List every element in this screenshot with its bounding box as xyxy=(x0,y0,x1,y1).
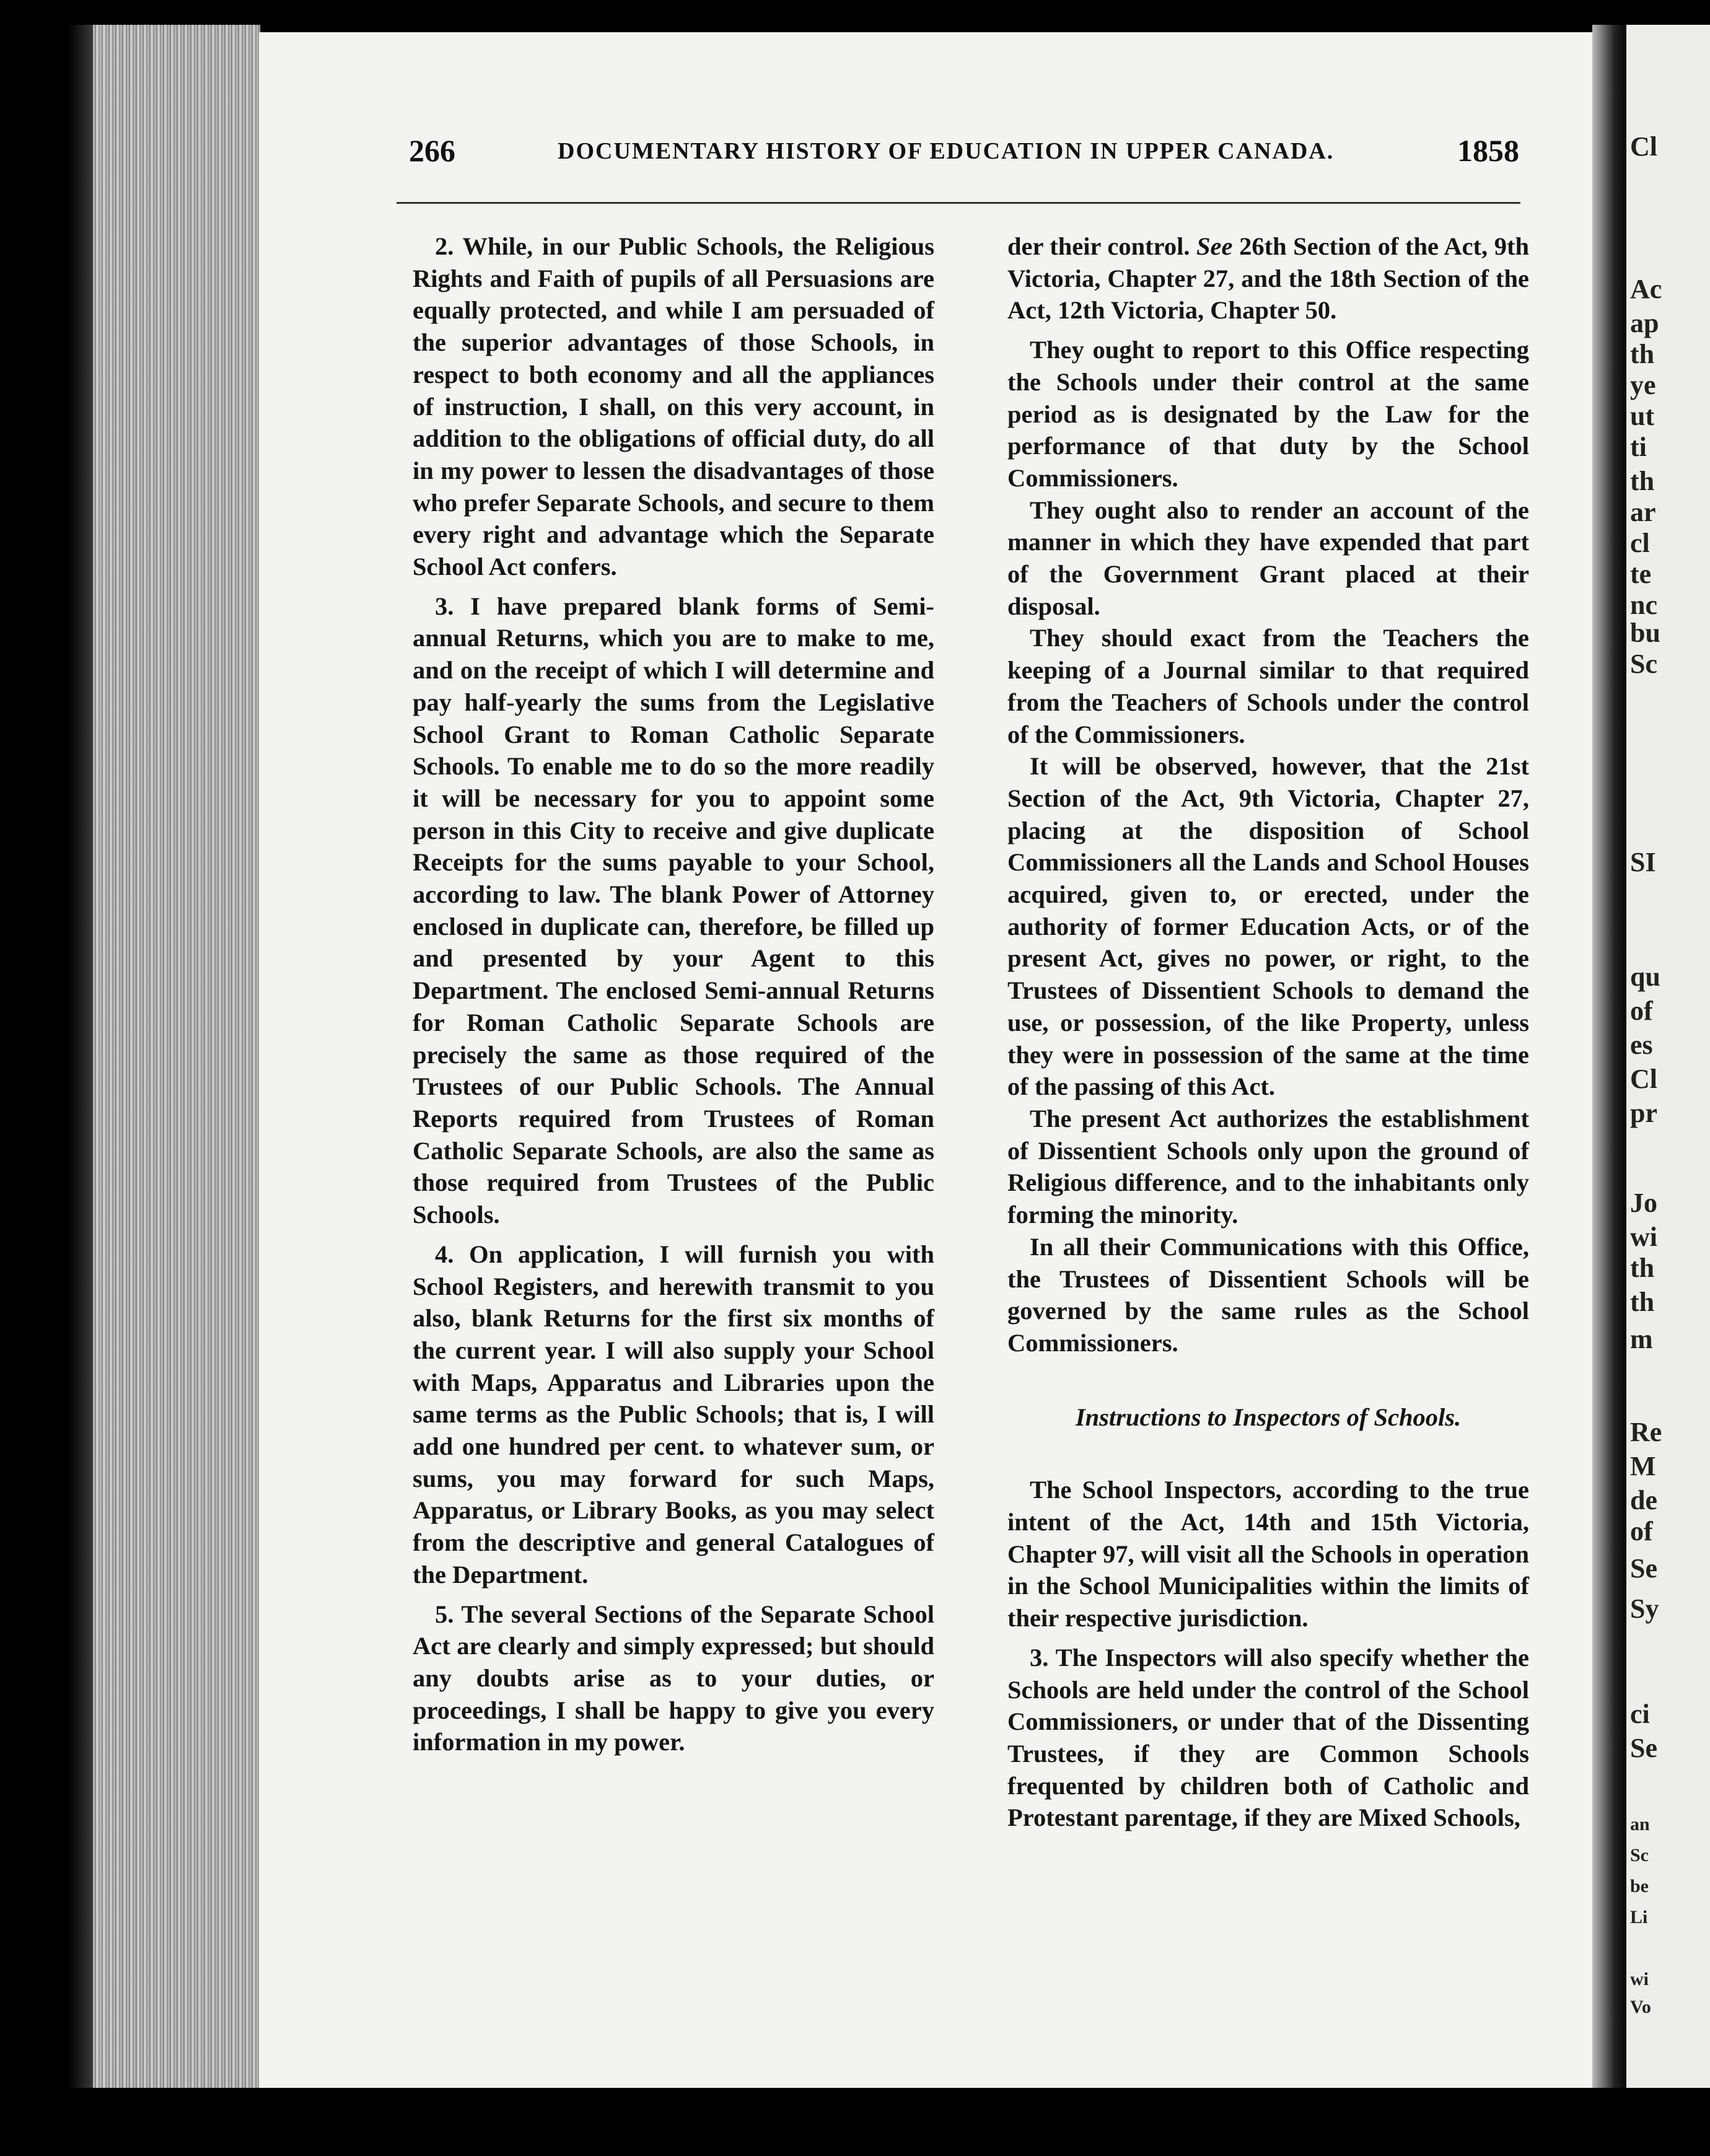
continuation-text: 26th Section of the Act, 9th Victoria, Chapter 27, and the 18th Section of the Act, 12th Victoria, Chapter 50. xyxy=(1007,232,1529,325)
facing-page-text-fragment: qu xyxy=(1630,962,1660,992)
header-rule xyxy=(397,202,1520,204)
facing-page-text-fragment: of xyxy=(1630,1516,1653,1546)
facing-page-text-fragment: pr xyxy=(1630,1098,1657,1128)
facing-page-text-fragment: Cl xyxy=(1630,131,1657,162)
paragraph: 5. The several Sections of the Separate School Act are clearly and simply expressed; but should any doubts arise as to your duties, or proceedings, I shall be happy to give you every information in my power. xyxy=(413,1600,934,1756)
continuation-italic: See xyxy=(1196,232,1233,260)
facing-page-text-fragment: Ac xyxy=(1630,274,1662,304)
page-edge-stack xyxy=(93,25,260,2088)
facing-page-text-fragment: wi xyxy=(1630,1222,1657,1252)
facing-page-text-fragment: be xyxy=(1630,1876,1649,1896)
facing-page-text-fragment: Se xyxy=(1630,1733,1657,1763)
facing-page-text-fragment: nc xyxy=(1630,590,1657,620)
facing-page-text-fragment: SI xyxy=(1630,847,1656,877)
paragraph: They should exact from the Teachers the keeping of a Journal similar to that required from the Teachers of Schools under the control of the Commissioners. xyxy=(1007,624,1529,748)
facing-page-text-fragment: ci xyxy=(1630,1699,1650,1729)
facing-page-text-fragment: of xyxy=(1630,996,1653,1026)
facing-page-text-fragment: Jo xyxy=(1630,1188,1657,1218)
paragraph: 3. I have prepared blank forms of Semi-annual Returns, which you are to make to me, and on the receipt of which I will determine and pay half-yearly the sums from the Legislative School Grant to Roman Catholic Separate Schools. To enable me to do so the more readily it will be necessary for you to appoint some person in this City to receive and give duplicate Receipts for the sums payable to your School, according to law. The blank Power of Attorney enclosed in duplicate can, therefore, be filled up and presented by your Agent to this Department. The enclosed Semi-annual Returns for Roman Catholic Separate Schools are precisely the same as those required of the Trustees of our Public Schools. The Annual Reports required from Trustees of Roman Catholic Separate Schools, are also the same as those required from Trustees of the Public Schools. xyxy=(413,592,934,1229)
facing-page-text-fragment: ye xyxy=(1630,370,1656,400)
paragraph: The present Act authorizes the establishment of Dissentient Schools only upon the ground of Religious difference, and to the inhabitants only forming the minority. xyxy=(1007,1104,1529,1229)
facing-page-text-fragment: Vo xyxy=(1630,1997,1651,2017)
paragraph: The School Inspectors, according to the true intent of the Act, 14th and 15th Victoria, Chapter 97, will visit all the Schools in operation in the School Municipalities within the limits of their respective jurisdiction. xyxy=(1007,1476,1529,1632)
page-number: 266 xyxy=(409,133,455,168)
facing-page-text-fragment: cl xyxy=(1630,528,1650,558)
facing-page-text-fragment: M xyxy=(1630,1451,1656,1481)
continued-paragraph xyxy=(1007,230,1529,326)
facing-page-text-fragment: ti xyxy=(1630,432,1647,462)
continuation-text: der their control. xyxy=(1007,232,1197,260)
facing-page-text-fragment: Sc xyxy=(1630,649,1657,679)
facing-page-text-fragment: wi xyxy=(1630,1969,1649,1989)
paragraph: In all their Communications with this Office, the Trustees of Dissentient Schools will be governed by the same rules as the School Commissioners. xyxy=(1007,1232,1529,1357)
facing-page-text-fragment: Sc xyxy=(1630,1845,1649,1865)
running-title: DOCUMENTARY HISTORY OF EDUCATION IN UPPER CANADA. xyxy=(558,138,1335,164)
facing-page-text-fragment: Se xyxy=(1630,1553,1657,1584)
facing-page-text-fragment: es xyxy=(1630,1030,1653,1060)
facing-page-text-fragment: de xyxy=(1630,1485,1657,1515)
facing-page-text-fragment: th xyxy=(1630,466,1655,496)
facing-page-text-fragment: th xyxy=(1630,1253,1655,1283)
left-column xyxy=(413,230,934,1758)
paragraph: 2. While, in our Public Schools, the Religious Rights and Faith of pupils of all Persuasions are equally protected, and while I am persuaded of the superior advantages of those Schools, in respect to both economy and all the appliances of instruction, I shall, on this very account, in addition to the obligations of official duty, do all in my power to lessen the disadvantages of those who prefer Separate Schools, and secure to them every right and advantage which the Separate School Act confers. xyxy=(413,232,934,581)
facing-page-text-fragment: th xyxy=(1630,339,1655,369)
facing-page-text-fragment: bu xyxy=(1630,618,1660,648)
facing-page-text-fragment: Li xyxy=(1630,1907,1648,1927)
running-year: 1858 xyxy=(1457,133,1519,168)
section-heading: Instructions to Inspectors of Schools. xyxy=(1075,1403,1462,1431)
paragraph: It will be observed, however, that the 21st Section of the Act, 9th Victoria, Chapter 27, placing at the disposition of School Commissioners all the Lands and School Houses acquired, given to, or erected, under the authority of former Education Acts, or of the present Act, gives no power, or right, to the Trustees of Dissentient Schools to demand the use, or possession, of the like Property, unless they were in possession of the same at the time of the passing of this Act. xyxy=(1007,752,1529,1101)
book-gutter xyxy=(1592,25,1629,2088)
facing-page-text-fragment: ap xyxy=(1630,308,1659,338)
paragraph: They ought to report to this Office respecting the Schools under their control at the same period as is designated by the Law for the performance of that duty by the School Commissioners. xyxy=(1007,336,1529,492)
facing-page-fragment xyxy=(1626,25,1710,2088)
facing-page-text-fragment: m xyxy=(1630,1324,1653,1354)
paragraph: They ought also to render an account of the manner in which they have expended that part of the Government Grant placed at their disposal. xyxy=(1007,496,1529,620)
paragraph: 4. On application, I will furnish you with School Registers, and herewith transmit to you also, blank Returns for the first six months of the current year. I will also supply your School with Maps, Apparatus and Libraries upon the same terms as the Public Schools; that is, I will add one hundred per cent. to whatever sum, or sums, you may forward for such Maps, Apparatus, or Library Books, as you may select from the descriptive and general Catalogues of the Department. xyxy=(413,1240,934,1589)
facing-page-text-fragment: ar xyxy=(1630,497,1656,527)
facing-page-text-fragment: Re xyxy=(1630,1417,1662,1447)
facing-page-text-fragment: Cl xyxy=(1630,1064,1657,1094)
paragraph: 3. The Inspectors will also specify whether the Schools are held under the control of the School Commissioners, or under that of the Dissenting Trustees, if they are Common Schools frequented by children both of Catholic and Protestant parentage, if they are Mixed Schools, xyxy=(1007,1643,1529,1832)
facing-page-text-fragment: ut xyxy=(1630,401,1655,431)
right-column xyxy=(1007,230,1529,1834)
facing-page-text-fragment: Sy xyxy=(1630,1593,1659,1624)
facing-page-text-fragment: te xyxy=(1630,559,1652,589)
facing-page-text-fragment: th xyxy=(1630,1287,1655,1317)
facing-page-text-fragment: an xyxy=(1630,1814,1650,1834)
